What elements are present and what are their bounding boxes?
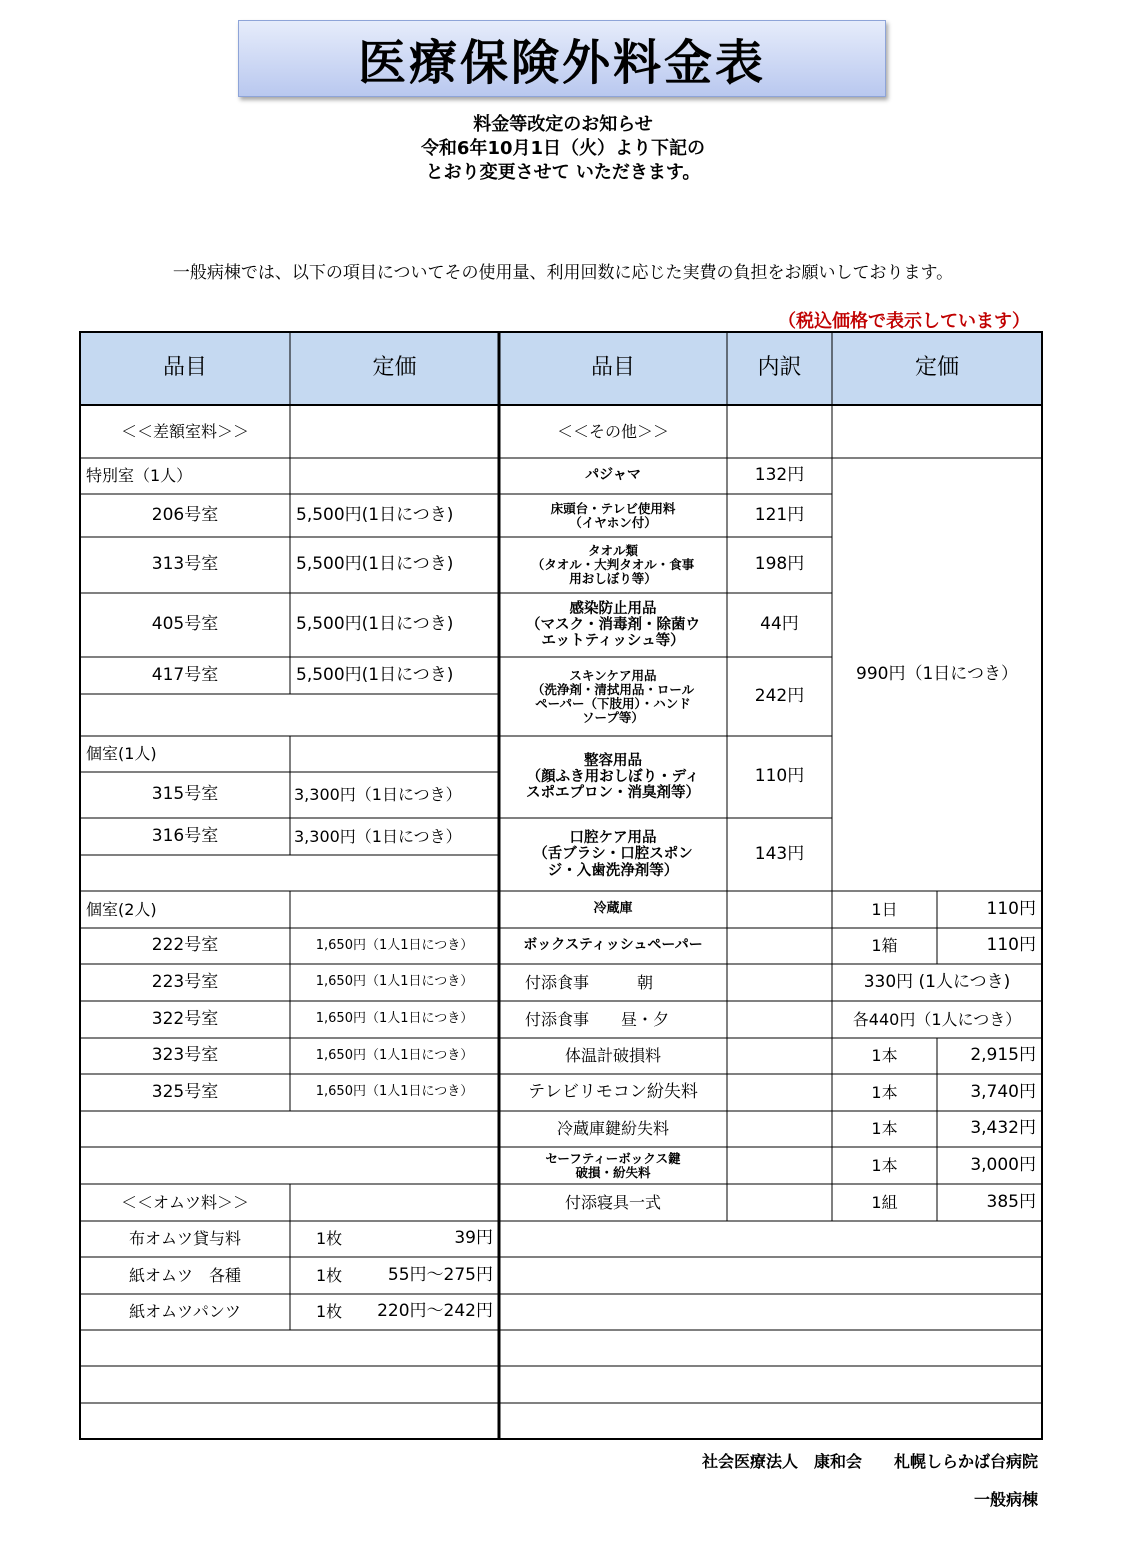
room-name: 222号室	[151, 935, 219, 956]
item-unit: 1本	[871, 1082, 898, 1102]
room-name: 315号室	[151, 784, 219, 805]
diaper-unit: 1枚	[316, 1302, 343, 1322]
diaper-name: 紙オムツパンツ	[129, 1302, 241, 1322]
diaper-price: 220円～242円	[377, 1301, 493, 1322]
room-name: 322号室	[151, 1008, 219, 1029]
diaper-name: 紙オムツ 各種	[128, 1265, 241, 1285]
set-item-detail: 132円	[754, 465, 805, 486]
set-item-detail: 143円	[754, 843, 805, 864]
set-item-name: 床頭台・テレビ使用料 （イヤホン付）	[550, 500, 676, 530]
room-price: 5,500円(1日につき)	[296, 554, 454, 575]
set-item-name: 口腔ケア用品 （舌ブラシ・口腔スポン ジ・入歯洗浄剤等）	[533, 830, 693, 879]
room-name: 323号室	[151, 1045, 219, 1066]
notice-line-1: 料金等改定のお知らせ	[473, 114, 653, 135]
diaper-price: 39円	[454, 1228, 493, 1249]
item-price: 各440円（1人につき）	[852, 1009, 1022, 1029]
room-price: 1,650円（1人1日につき）	[315, 1047, 474, 1063]
item-name: 体温計破損料	[564, 1046, 661, 1066]
tax-note: （税込価格で表示しています）	[778, 311, 1030, 332]
diaper-unit: 1枚	[316, 1229, 343, 1249]
item-unit: 1本	[871, 1119, 898, 1139]
header-left-item: 品目	[162, 355, 207, 381]
item-unit: 1本	[871, 1155, 898, 1175]
room-price: 5,500円(1日につき)	[296, 614, 454, 635]
other-section-label: ＜＜その他＞＞	[556, 421, 669, 441]
item-unit: 1本	[871, 1046, 898, 1066]
ward-name: 一般病棟	[973, 1490, 1038, 1509]
private1-room-label: 個室(1人)	[86, 744, 157, 764]
room-price: 3,300円（1日につき）	[294, 826, 462, 846]
item-price: 3,000円	[970, 1154, 1036, 1175]
room-price: 5,500円(1日につき)	[296, 664, 454, 685]
item-unit: 1箱	[871, 936, 898, 956]
room-name: 223号室	[151, 971, 219, 992]
room-price: 1,650円（1人1日につき）	[315, 974, 474, 990]
set-item-name: 整容用品 （顔ふき用おしぼり・ディ スポエプロン・消臭剤等）	[526, 752, 700, 802]
item-price: 2,915円	[970, 1045, 1036, 1066]
item-name: テレビリモコン紛失料	[528, 1081, 698, 1102]
page-title: 医療保険外料金表	[357, 35, 766, 91]
room-name: 417号室	[151, 664, 219, 685]
item-name: セーフティーボックス鍵 破損・紛失料	[545, 1151, 681, 1180]
set-item-name: パジャマ	[585, 467, 641, 484]
diaper-price: 55円～275円	[387, 1264, 493, 1285]
item-name: 冷蔵庫鍵紛失料	[556, 1119, 669, 1139]
item-price: 110円	[986, 935, 1036, 956]
room-price: 3,300円（1日につき）	[294, 785, 462, 805]
intro-text: 一般病棟では、以下の項目についてその使用量、利用回数に応じた実費の負担をお願いしております。	[172, 263, 954, 283]
header-left-price: 定価	[372, 355, 417, 381]
header-right-item: 品目	[590, 355, 635, 381]
item-name: 付添食事 朝	[525, 972, 654, 992]
item-name: 冷蔵庫	[593, 901, 633, 917]
header-right-detail: 内訳	[757, 355, 802, 381]
item-unit: 1日	[871, 899, 898, 919]
room-price: 1,650円（1人1日につき）	[315, 1084, 474, 1100]
room-name: 325号室	[151, 1081, 219, 1102]
room-name: 316号室	[151, 825, 219, 846]
item-price: 330円 (1人につき)	[863, 971, 1011, 992]
item-price: 3,432円	[970, 1118, 1036, 1139]
diaper-unit: 1枚	[316, 1265, 343, 1285]
set-item-name: タオル類 （タオル・大判タオル・食事 用おしぼり等）	[531, 543, 695, 586]
set-item-detail: 110円	[754, 766, 805, 787]
item-name: 付添食事 昼・夕	[525, 1009, 670, 1029]
notice-line-2: 令和6年10月1日（火）より下記の	[420, 138, 706, 159]
item-price: 3,740円	[970, 1081, 1036, 1102]
set-item-detail: 242円	[754, 685, 805, 706]
room-fee-section-label: ＜＜差額室料＞＞	[120, 421, 249, 441]
set-price: 990円（1日につき）	[856, 663, 1018, 684]
room-name: 313号室	[151, 554, 219, 575]
special-room-label: 特別室（1人）	[86, 466, 193, 486]
diaper-section-label: ＜＜オムツ料＞＞	[120, 1192, 249, 1212]
set-item-name: 感染防止用品 （マスク・消毒剤・除菌ウ エットティッシュ等）	[526, 600, 700, 650]
room-price: 5,500円(1日につき)	[296, 504, 454, 525]
set-item-name: スキンケア用品 （洗浄剤・清拭用品・ロール ペーパー（下肢用）・ハンド ソープ等）	[531, 667, 695, 725]
set-item-detail: 121円	[754, 504, 805, 525]
header-right-price: 定価	[914, 355, 959, 381]
item-name: 付添寝具一式	[564, 1192, 661, 1212]
set-item-detail: 198円	[754, 554, 805, 575]
room-name: 405号室	[151, 614, 219, 635]
item-unit: 1組	[871, 1192, 898, 1212]
item-price: 385円	[986, 1191, 1036, 1212]
notice-line-3: とおり変更させて いただきます。	[425, 162, 701, 183]
item-name: ボックスティッシュペーパー	[523, 937, 703, 954]
item-price: 110円	[986, 898, 1036, 919]
hospital-name: 社会医療法人 康和会 札幌しらかば台病院	[701, 1452, 1038, 1471]
room-price: 1,650円（1人1日につき）	[315, 1011, 474, 1027]
room-name: 206号室	[151, 504, 219, 525]
diaper-name: 布オムツ貸与料	[128, 1229, 241, 1249]
room-price: 1,650円（1人1日につき）	[315, 937, 474, 953]
private2-room-label: 個室(2人)	[86, 899, 157, 919]
set-item-detail: 44円	[760, 614, 799, 635]
